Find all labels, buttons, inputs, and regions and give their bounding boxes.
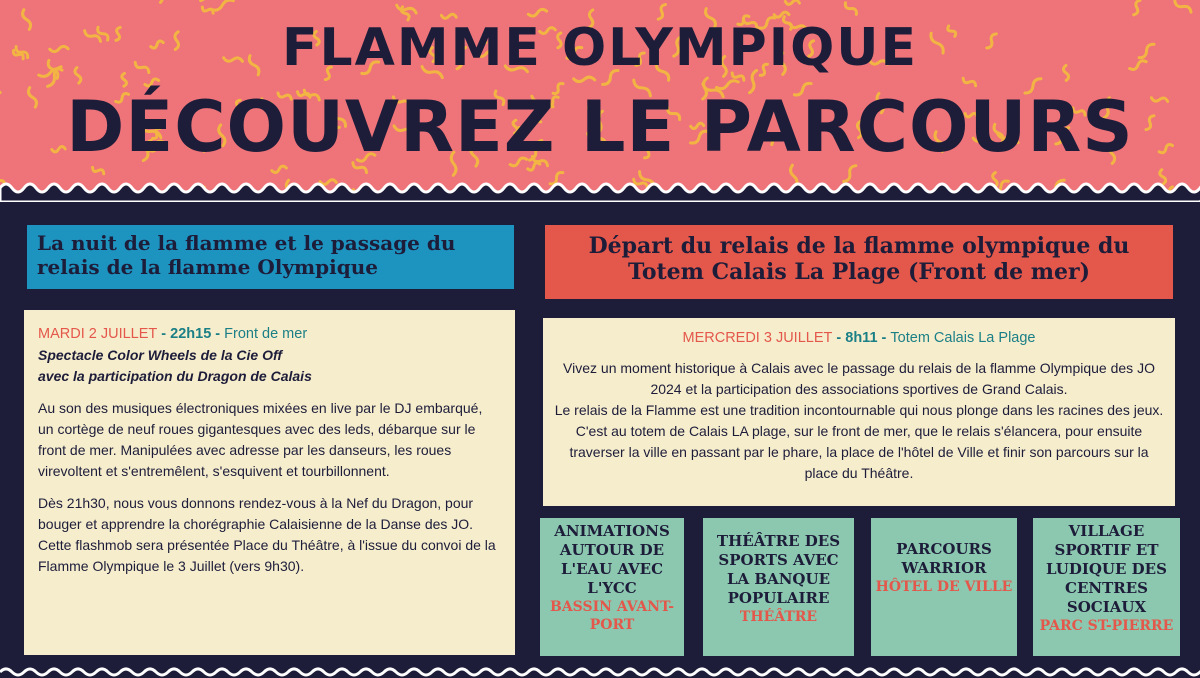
activity-card-water <box>540 518 684 656</box>
right-paragraph-1: Vivez un moment historique à Calais avec le passage du relais de la flamme Olympique des JO 2024 et la participation des associations sportives de Grand Calais. <box>563 360 1155 397</box>
card-title: ANIMATIONS AUTOUR DE L'EAU AVEC L'YCC <box>554 522 670 597</box>
left-section-heading: La nuit de la flamme et le passage du relais de la flamme Olympique <box>24 222 517 292</box>
right-date-line <box>553 328 1165 349</box>
left-location: Front de mer <box>224 326 308 342</box>
left-paragraph-1: Au son des musiques électroniques mixées en live par le DJ embarqué, un cortège de neuf roues gigantesques avec des leds, débarque sur le front de mer. Manipulées avec adresse par les danseurs, les roues virevoltent et s'entremêlent, s'esquivent et tourbillonnent. <box>38 400 483 479</box>
right-info-panel <box>543 318 1175 506</box>
left-sep-1: - <box>157 326 171 342</box>
right-sep-2: - <box>877 330 891 346</box>
left-time: 22h15 <box>170 326 212 342</box>
activity-card-village <box>1033 518 1180 656</box>
activity-card-warrior <box>871 518 1017 656</box>
right-sep-1: - <box>832 330 846 346</box>
left-date-line <box>38 324 501 345</box>
header-banner <box>0 0 1200 196</box>
wave-divider-top <box>0 176 1200 202</box>
right-location: Totem Calais La Plage <box>890 330 1036 346</box>
right-section-heading: Départ du relais de la flamme olympique du Totem Calais La Plage (Front de mer) <box>542 222 1176 302</box>
show-title-line-1: Spectacle Color Wheels de la Cie Off <box>38 347 283 363</box>
title-line-1: FLAMME OLYMPIQUE <box>281 18 919 78</box>
title-line-2: DÉCOUVREZ LE PARCOURS <box>66 86 1134 168</box>
card-place: THÉÂTRE <box>739 609 818 625</box>
right-date: MERCREDI 3 JUILLET <box>682 330 833 346</box>
card-title: VILLAGE SPORTIF ET LUDIQUE DES CENTRES SOCIAUX <box>1046 522 1167 616</box>
left-info-panel <box>24 310 515 655</box>
card-place: BASSIN AVANT-PORT <box>549 599 675 633</box>
left-paragraph-2: Dès 21h30, nous vous donnons rendez-vous à la Nef du Dragon, pour bouger et apprendre la chorégraphie Calaisienne de la Danse des JO. Cette flashmob sera présentée Place du Théâtre, à l'issue du convoi de la Flamme Olympique le 3 Juillet (vers 9h30). <box>38 495 496 574</box>
show-title-line-2: avec la participation du Dragon de Calais <box>38 368 312 384</box>
card-place: HÔTEL DE VILLE <box>875 579 1013 595</box>
right-time: 8h11 <box>845 330 878 346</box>
card-title: PARCOURS WARRIOR <box>896 540 992 577</box>
wave-divider-bottom <box>0 664 1200 678</box>
activity-card-theatre <box>703 518 854 656</box>
left-sep-2: - <box>211 326 225 342</box>
left-date: MARDI 2 JUILLET <box>38 326 158 342</box>
right-paragraph-2: Le relais de la Flamme est une tradition incontournable qui nous plonge dans les racines des jeux. C'est au totem de Calais LA plage, sur le front de mer, que le relais s'élancera, pour ensuite traverser la ville en passant par le phare, la place de l'hôtel de Ville et finir son parcours sur la place du Théâtre. <box>554 402 1164 481</box>
card-title: THÉÂTRE DES SPORTS AVEC LA BANQUE POPULAIRE <box>716 532 841 607</box>
card-place: PARC ST-PIERRE <box>1039 618 1174 634</box>
